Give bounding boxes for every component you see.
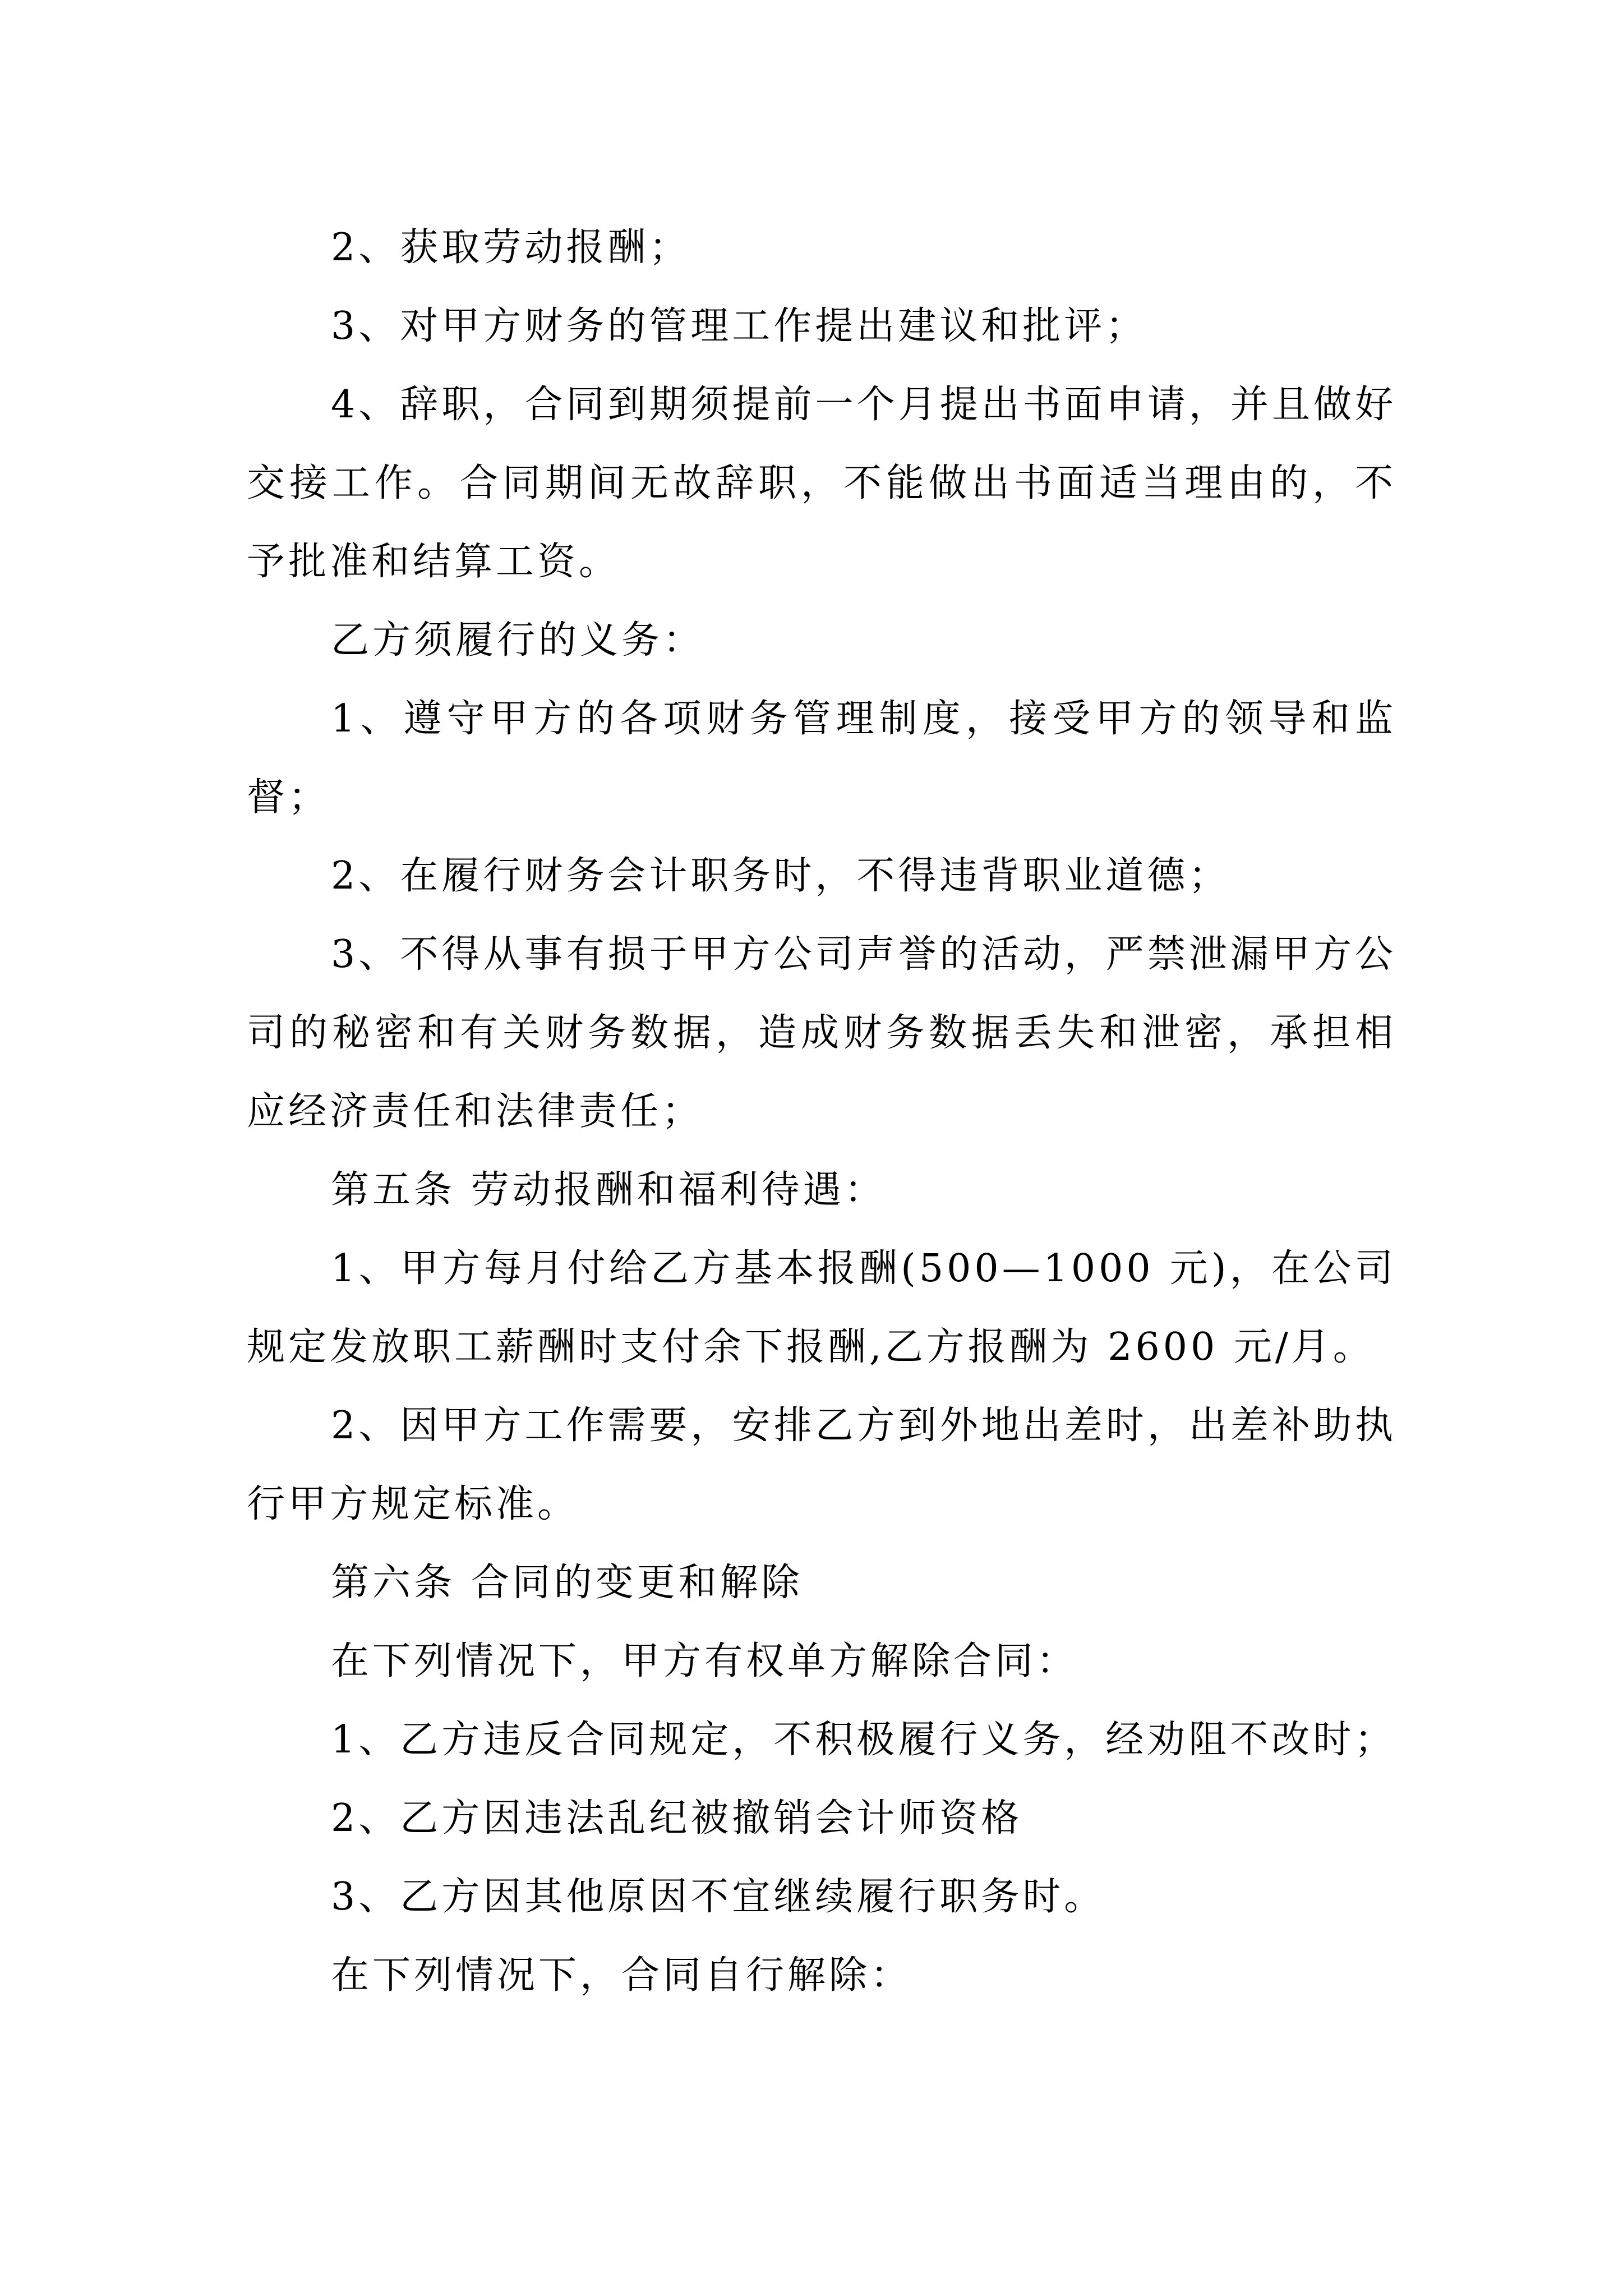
paragraph-termination-1: 1、乙方违反合同规定，不积极履行义务，经劝阻不改时； bbox=[331, 1718, 1396, 1762]
paragraph-termination-2: 2、乙方因违法乱纪被撤销会计师资格 bbox=[331, 1796, 1023, 1841]
paragraph-salary-1: 1、甲方每月付给乙方基本报酬(500—1000 元)，在公司规定发放职工薪酬时支付余下报酬,乙方报酬为 2600 元/月。 bbox=[247, 1246, 1396, 1369]
paragraph-automatic-termination: 在下列情况下，合同自行解除： bbox=[331, 1953, 912, 1998]
paragraph-right-4-resignation: 4、辞职，合同到期须提前一个月提出书面申请，并且做好交接工作。合同期间无故辞职，不能做出书面适当理由的，不予批准和结算工资。 bbox=[247, 383, 1396, 584]
paragraph-termination-3: 3、乙方因其他原因不宜继续履行职务时。 bbox=[331, 1875, 1106, 1919]
paragraph-obligations-heading: 乙方须履行的义务： bbox=[331, 618, 705, 662]
paragraph-termination-party-a: 在下列情况下，甲方有权单方解除合同： bbox=[331, 1639, 1078, 1683]
paragraph-right-2: 2、获取劳动报酬； bbox=[331, 226, 691, 270]
paragraph-right-3: 3、对甲方财务的管理工作提出建议和批评； bbox=[331, 304, 1147, 348]
paragraph-obligation-1: 1、遵守甲方的各项财务管理制度，接受甲方的领导和监督； bbox=[247, 697, 1396, 820]
article-6-heading: 第六条 合同的变更和解除 bbox=[331, 1561, 803, 1605]
paragraph-obligation-3: 3、不得从事有损于甲方公司声誉的活动，严禁泄漏甲方公司的秘密和有关财务数据，造成财务数据丢失和泄密，承担相应经济责任和法律责任； bbox=[247, 932, 1396, 1134]
document-body bbox=[247, 209, 1396, 2015]
paragraph-travel-allowance-2: 2、因甲方工作需要，安排乙方到外地出差时，出差补助执行甲方规定标准。 bbox=[247, 1404, 1396, 1526]
paragraph-obligation-2: 2、在履行财务会计职务时，不得违背职业道德； bbox=[331, 854, 1230, 898]
article-5-heading: 第五条 劳动报酬和福利待遇： bbox=[331, 1168, 886, 1212]
